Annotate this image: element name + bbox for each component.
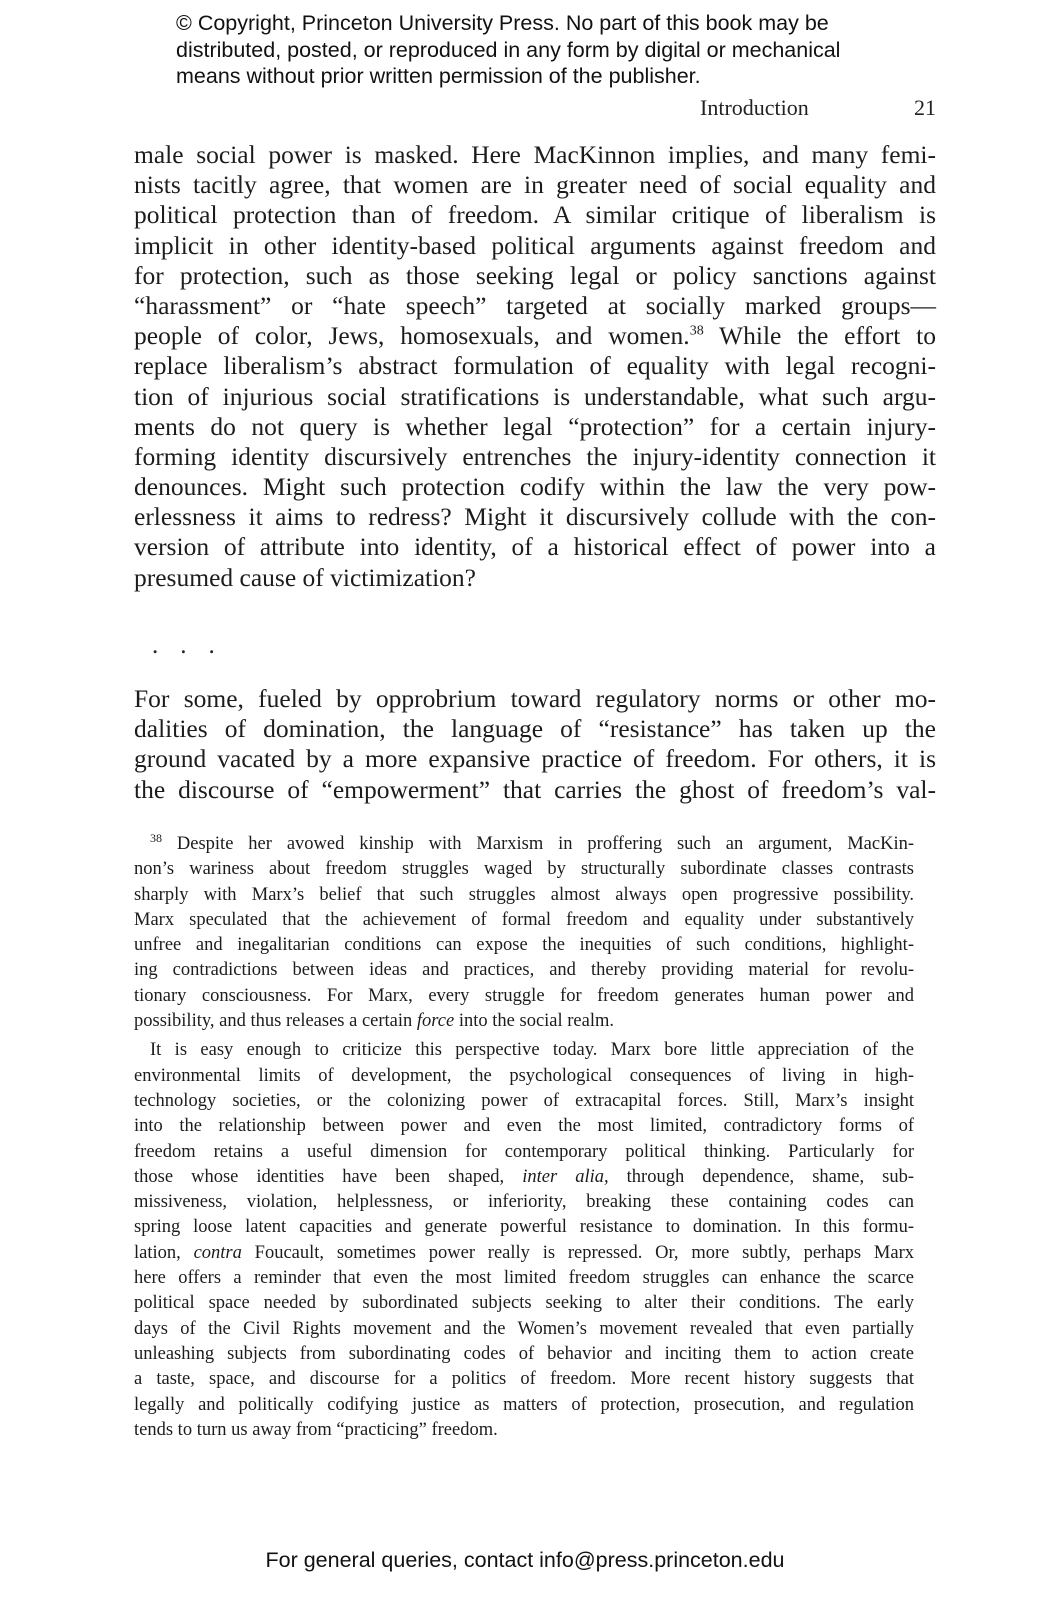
text-segment: lation, — [134, 1242, 194, 1263]
text-line: ments do not query is whether legal “protection” for a certain injury- — [134, 411, 936, 441]
copyright-notice — [176, 10, 916, 90]
section-break: ... — [152, 632, 237, 659]
text-line: presumed cause of victimization? — [134, 562, 476, 592]
text-line: dalities of domination, the language of “resistance” has taken up the — [134, 714, 936, 744]
italic-term: inter alia, — [522, 1166, 609, 1187]
text-segment: Foucault, sometimes power really is repressed. Or, more subtly, perhaps Marx — [241, 1242, 914, 1263]
text-segment: through dependence, shame, sub- — [608, 1166, 914, 1187]
footnote-line: non’s wariness about freedom struggles waged by structurally subordinate classes contrasts — [134, 859, 914, 880]
running-head — [700, 94, 936, 122]
text-line: “harassment” or “hate speech” targeted at socially marked groups— — [134, 290, 936, 320]
footnote-reference[interactable]: 38 — [689, 323, 704, 339]
footnote-line: technology societies, or the colonizing power of extracapital forces. Still, Marx’s insight — [134, 1090, 914, 1111]
text-line: implicit in other identity-based political arguments against freedom and — [134, 230, 936, 260]
body-paragraph-2 — [134, 684, 936, 805]
chapter-title: Introduction — [700, 95, 809, 120]
text-line: For some, fueled by opprobrium toward regulatory norms or other mo- — [134, 684, 936, 713]
italic-term: contra — [193, 1242, 242, 1263]
copyright-line: distributed, posted, or reproduced in any form by digital or mechanical — [176, 37, 841, 62]
footnote-number: 38 — [150, 830, 162, 845]
footnote-line: spring loose latent capacities and generate powerful resistance to domination. In this formu- — [134, 1217, 914, 1238]
footnote-line: political space needed by subordinated subjects seeking to alter their conditions. The early — [134, 1293, 914, 1314]
text-segment: into the social realm. — [454, 1011, 615, 1032]
footnote-line: environmental limits of development, the psychological consequences of living in high- — [134, 1065, 914, 1086]
footnote-line: ing contradictions between ideas and practices, and thereby providing material for revolu- — [134, 960, 914, 981]
text-line: ground vacated by a more expansive practice of freedom. For others, it is — [134, 744, 936, 774]
body-paragraph-1 — [134, 140, 936, 593]
footnote-line: tionary consciousness. For Marx, every struggle for freedom generates human power and — [134, 985, 914, 1006]
text-line: version of attribute into identity, of a historical effect of power into a — [134, 532, 936, 562]
footnote-line: unfree and inegalitarian conditions can expose the inequities of such conditions, highlight- — [134, 935, 914, 956]
copyright-line: means without prior written permission of the publisher. — [176, 64, 701, 88]
text-line: tion of injurious social stratifications is understandable, what such argu- — [134, 381, 936, 411]
text-segment: those whose identities have been shaped, — [134, 1166, 523, 1187]
text-segment: While the effort to — [703, 321, 936, 351]
text-line: erlessness it aims to redress? Might it discursively collude with the con- — [134, 502, 936, 532]
text-segment: people of color, Jews, homosexuals, and women. — [134, 321, 690, 351]
text-line: the discourse of “empowerment” that carries the ghost of freedom’s val- — [134, 774, 936, 804]
footnote-line — [134, 832, 914, 857]
page-number: 21 — [914, 95, 936, 120]
text-line — [134, 321, 936, 351]
text-segment: possibility, and thus releases a certain — [134, 1011, 417, 1032]
footnote-line — [134, 1009, 914, 1034]
footnote-line — [134, 1241, 914, 1266]
footnote-line: into the relationship between power and even the most limited, contradictory forms of — [134, 1116, 914, 1137]
footnote-line: tends to turn us away from “practicing” freedom. — [134, 1419, 498, 1440]
footnote-line: here offers a reminder that even the most limited freedom struggles can enhance the scarce — [134, 1268, 914, 1289]
footnote-line: legally and politically codifying justice as matters of protection, prosecution, and regulation — [134, 1394, 914, 1415]
footnote-line: days of the Civil Rights movement and the Women’s movement revealed that even partially — [134, 1318, 914, 1339]
footnote-line: freedom retains a useful dimension for contemporary political thinking. Particularly for — [134, 1141, 914, 1162]
footnote-line: missiveness, violation, helplessness, or inferiority, breaking these containing codes can — [134, 1192, 914, 1213]
italic-term: force — [416, 1011, 455, 1032]
text-segment: Despite her avowed kinship with Marxism in proffering such an argument, MacKin- — [162, 834, 914, 854]
footnote-38 — [134, 832, 914, 1443]
footer-contact: For general queries, contact info@press.princeton.edu — [265, 1548, 785, 1572]
text-line: forming identity discursively entrenches the injury-identity connection it — [134, 441, 936, 471]
footnote-line: unleashing subjects from subordinating codes of behavior and inciting them to action create — [134, 1343, 914, 1364]
footnote-line: Marx speculated that the achievement of formal freedom and equality under substantively — [134, 909, 914, 930]
text-line: political protection than of freedom. A similar critique of liberalism is — [134, 200, 936, 230]
text-line: replace liberalism’s abstract formulation of equality with legal recogni- — [134, 351, 936, 381]
text-line: denounces. Might such protection codify within the law the very pow- — [134, 472, 936, 502]
text-line: for protection, such as those seeking legal or policy sanctions against — [134, 260, 936, 290]
text-line: nists tacitly agree, that women are in greater need of social equality and — [134, 170, 936, 200]
footnote-line: It is easy enough to criticize this perspective today. Marx bore little appreciation of the — [150, 1040, 914, 1061]
footnote-line: a taste, space, and discourse for a politics of freedom. More recent history suggests that — [134, 1369, 914, 1390]
text-line: male social power is masked. Here MacKinnon implies, and many femi- — [134, 140, 936, 169]
footnote-line — [134, 1165, 914, 1190]
footnote-line: sharply with Marx’s belief that such struggles almost always open progressive possibility. — [134, 884, 914, 905]
copyright-line: © Copyright, Princeton University Press. No part of this book may be — [176, 11, 829, 35]
